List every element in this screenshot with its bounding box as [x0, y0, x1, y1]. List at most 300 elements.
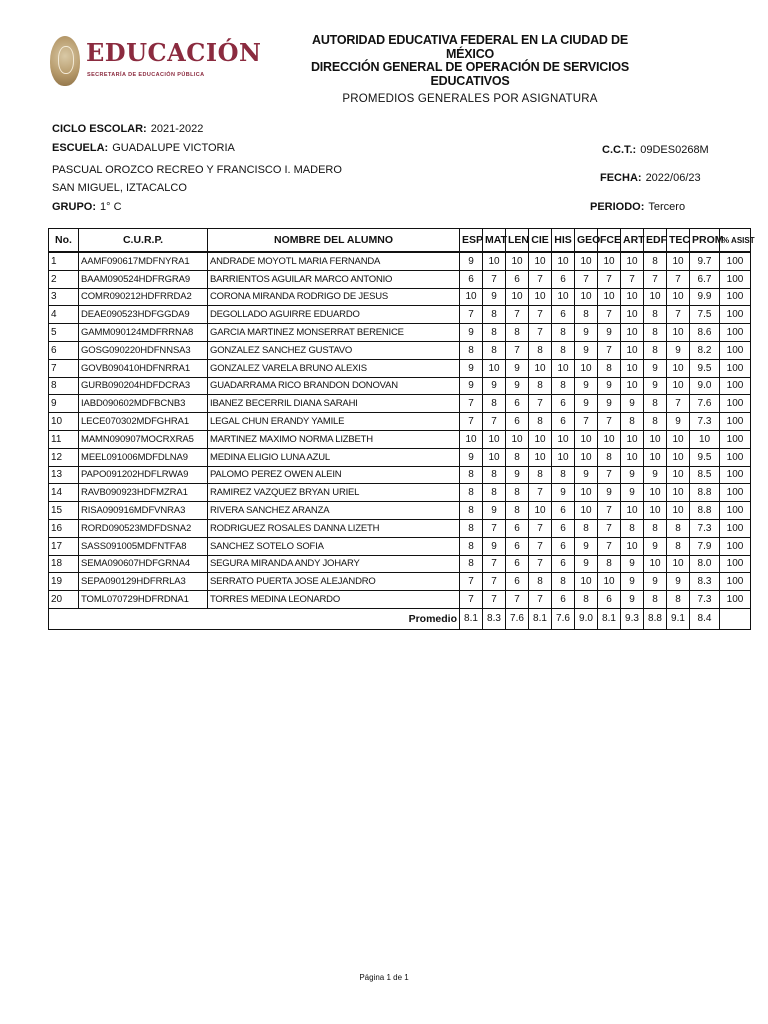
grade-cell: 8 [460, 341, 483, 359]
curp-cell: BAAM090524HDFRGRA9 [79, 270, 208, 288]
grade-cell: 10 [667, 466, 690, 484]
grade-cell: 6 [506, 395, 529, 413]
row-number: 18 [49, 555, 79, 573]
header-line-2: DIRECCIÓN GENERAL DE OPERACIÓN DE SERVICIOS EDUCATIVOS [310, 60, 630, 88]
ciclo-escolar [52, 122, 203, 136]
grade-cell: 9 [575, 537, 598, 555]
row-number: 6 [49, 341, 79, 359]
grade-cell: 9 [506, 359, 529, 377]
grade-cell: 8 [529, 573, 552, 591]
column-header: C.U.R.P. [79, 229, 208, 253]
grade-cell: 8 [529, 413, 552, 431]
cct-value: 09DES0268M [640, 144, 709, 156]
average-row [49, 608, 751, 629]
grade-cell: 8 [460, 537, 483, 555]
ciclo-label: CICLO ESCOLAR: [52, 123, 147, 135]
grade-cell: 100 [720, 288, 751, 306]
row-number: 11 [49, 430, 79, 448]
row-number: 8 [49, 377, 79, 395]
grade-cell: 10 [552, 288, 575, 306]
grade-cell: 9 [667, 341, 690, 359]
column-header: ESP [460, 229, 483, 253]
grade-cell: 10 [621, 252, 644, 270]
grade-cell: 10 [460, 288, 483, 306]
average-cell: 8.8 [644, 608, 667, 629]
table-row [49, 252, 751, 270]
grade-cell: 10 [529, 252, 552, 270]
grade-cell: 9.9 [690, 288, 720, 306]
average-cell: 8.1 [460, 608, 483, 629]
table-row [49, 395, 751, 413]
grade-cell: 9.5 [690, 448, 720, 466]
grade-cell: 7 [598, 306, 621, 324]
grade-cell: 10 [667, 502, 690, 520]
average-cell: 8.1 [598, 608, 621, 629]
table-row [49, 537, 751, 555]
grade-cell: 10 [621, 288, 644, 306]
curp-cell: DEAE090523HDFGGDA9 [79, 306, 208, 324]
curp-cell: SEMA090607HDFGRNA4 [79, 555, 208, 573]
grade-cell: 10 [552, 359, 575, 377]
grade-cell: 8 [667, 519, 690, 537]
grade-cell: 9 [621, 466, 644, 484]
grade-cell: 10 [552, 448, 575, 466]
grade-cell: 8 [644, 306, 667, 324]
curp-cell: RAVB090923HDFMZRA1 [79, 484, 208, 502]
row-number: 7 [49, 359, 79, 377]
curp-cell: SEPA090129HDFRRLA3 [79, 573, 208, 591]
grade-cell: 100 [720, 430, 751, 448]
grade-cell: 8 [506, 502, 529, 520]
grade-cell: 8 [667, 591, 690, 609]
grade-cell: 100 [720, 484, 751, 502]
grade-cell: 6 [460, 270, 483, 288]
curp-cell: MEEL091006MDFDLNA9 [79, 448, 208, 466]
student-name-cell: SERRATO PUERTA JOSE ALEJANDRO [208, 573, 460, 591]
grade-cell: 10 [483, 448, 506, 466]
student-name-cell: GUADARRAMA RICO BRANDON DONOVAN [208, 377, 460, 395]
grade-cell: 8 [598, 448, 621, 466]
grade-cell: 7 [644, 270, 667, 288]
row-number: 17 [49, 537, 79, 555]
grade-cell: 7 [529, 324, 552, 342]
grade-cell: 6 [552, 306, 575, 324]
logo-subtext: SECRETARÍA DE EDUCACIÓN PÚBLICA [87, 72, 205, 78]
periodo [590, 200, 685, 214]
sep-logo [50, 34, 262, 90]
grade-cell: 8 [483, 484, 506, 502]
column-header: TEC [667, 229, 690, 253]
table-row [49, 555, 751, 573]
column-header: CIE [529, 229, 552, 253]
grade-cell: 7 [460, 395, 483, 413]
grade-cell: 8 [483, 324, 506, 342]
grade-cell: 9 [621, 573, 644, 591]
grade-cell: 6 [506, 519, 529, 537]
grade-cell: 8 [621, 413, 644, 431]
column-header: HIS [552, 229, 575, 253]
grade-cell: 7 [598, 341, 621, 359]
grade-cell: 8.3 [690, 573, 720, 591]
grade-cell: 6 [506, 555, 529, 573]
grade-cell: 9 [598, 377, 621, 395]
grade-cell: 10 [621, 448, 644, 466]
grade-cell: 9 [621, 395, 644, 413]
grade-cell: 7 [460, 573, 483, 591]
grade-cell: 10 [529, 359, 552, 377]
grade-cell: 100 [720, 555, 751, 573]
grade-cell: 9 [460, 359, 483, 377]
grade-cell: 10 [575, 484, 598, 502]
coat-of-arms-icon [50, 36, 80, 86]
average-cell: 8.3 [483, 608, 506, 629]
grade-cell: 10 [529, 430, 552, 448]
student-name-cell: BARRIENTOS AGUILAR MARCO ANTONIO [208, 270, 460, 288]
average-cell: 8.4 [690, 608, 720, 629]
grade-cell: 10 [598, 288, 621, 306]
curp-cell: RISA090916MDFVNRA3 [79, 502, 208, 520]
grade-cell: 8 [575, 519, 598, 537]
student-name-cell: CORONA MIRANDA RODRIGO DE JESUS [208, 288, 460, 306]
grade-cell: 9 [483, 502, 506, 520]
grupo [52, 200, 122, 214]
student-name-cell: MEDINA ELIGIO LUNA AZUL [208, 448, 460, 466]
grade-cell: 8.6 [690, 324, 720, 342]
grade-cell: 9 [575, 466, 598, 484]
grade-cell: 8 [598, 359, 621, 377]
grade-cell: 9 [621, 484, 644, 502]
grade-cell: 9 [575, 324, 598, 342]
curp-cell: SASS091005MDFNTFA8 [79, 537, 208, 555]
row-number: 16 [49, 519, 79, 537]
escuela-value: GUADALUPE VICTORIA [112, 142, 235, 154]
grade-cell: 7.5 [690, 306, 720, 324]
student-name-cell: GONZALEZ VARELA BRUNO ALEXIS [208, 359, 460, 377]
grade-cell: 10 [621, 377, 644, 395]
grade-cell: 8 [460, 466, 483, 484]
row-number: 3 [49, 288, 79, 306]
grade-cell: 9 [644, 466, 667, 484]
grade-cell: 10 [575, 430, 598, 448]
student-name-cell: PALOMO PEREZ OWEN ALEIN [208, 466, 460, 484]
curp-cell: GOVB090410HDFNRRA1 [79, 359, 208, 377]
grade-cell: 9 [483, 377, 506, 395]
student-name-cell: RODRIGUEZ ROSALES DANNA LIZETH [208, 519, 460, 537]
grade-cell: 10 [506, 288, 529, 306]
grade-cell: 10 [552, 430, 575, 448]
grade-cell: 9 [667, 413, 690, 431]
grade-cell: 8.2 [690, 341, 720, 359]
grade-cell: 8 [575, 306, 598, 324]
grade-cell: 7 [667, 395, 690, 413]
grade-cell: 10 [644, 448, 667, 466]
grade-cell: 10 [690, 430, 720, 448]
grade-cell: 10 [575, 252, 598, 270]
grade-cell: 100 [720, 448, 751, 466]
average-cell: 9.1 [667, 608, 690, 629]
grade-cell: 100 [720, 270, 751, 288]
grade-cell: 8 [483, 395, 506, 413]
grade-cell: 9 [575, 555, 598, 573]
row-number: 13 [49, 466, 79, 484]
grade-cell: 100 [720, 573, 751, 591]
row-number: 20 [49, 591, 79, 609]
row-number: 4 [49, 306, 79, 324]
grade-cell: 8 [644, 341, 667, 359]
student-name-cell: GONZALEZ SANCHEZ GUSTAVO [208, 341, 460, 359]
cct [602, 143, 709, 157]
average-cell [720, 608, 751, 629]
grade-cell: 8.5 [690, 466, 720, 484]
grade-cell: 10 [621, 537, 644, 555]
fecha-value: 2022/06/23 [645, 172, 701, 184]
grade-cell: 100 [720, 502, 751, 520]
average-label: Promedio [49, 608, 460, 629]
row-number: 14 [49, 484, 79, 502]
grade-cell: 9 [460, 324, 483, 342]
grade-cell: 6 [506, 573, 529, 591]
grade-cell: 7 [506, 591, 529, 609]
grade-cell: 6 [552, 555, 575, 573]
curp-cell: IABD090602MDFBCNB3 [79, 395, 208, 413]
escuela [52, 141, 235, 155]
grade-cell: 100 [720, 359, 751, 377]
grade-cell: 6 [552, 502, 575, 520]
column-header: ART [621, 229, 644, 253]
grade-cell: 10 [621, 306, 644, 324]
curp-cell: GURB090204HDFDCRA3 [79, 377, 208, 395]
average-cell: 7.6 [506, 608, 529, 629]
grade-cell: 10 [598, 430, 621, 448]
grade-cell: 8 [598, 555, 621, 573]
grade-cell: 10 [621, 359, 644, 377]
grade-cell: 8 [644, 252, 667, 270]
table-row [49, 270, 751, 288]
grade-cell: 7.6 [690, 395, 720, 413]
row-number: 9 [49, 395, 79, 413]
curp-cell: COMR090212HDFRRDA2 [79, 288, 208, 306]
grade-cell: 8 [460, 484, 483, 502]
row-number: 2 [49, 270, 79, 288]
grade-cell: 7 [506, 341, 529, 359]
grade-cell: 8 [552, 573, 575, 591]
grade-cell: 9 [506, 466, 529, 484]
grade-cell: 10 [667, 252, 690, 270]
grade-cell: 8 [552, 377, 575, 395]
grade-cell: 10 [621, 324, 644, 342]
grade-cell: 10 [529, 448, 552, 466]
grade-cell: 7 [483, 270, 506, 288]
grade-cell: 10 [483, 252, 506, 270]
column-header: % ASIST [720, 229, 751, 253]
row-number: 15 [49, 502, 79, 520]
table-row [49, 448, 751, 466]
grade-cell: 10 [667, 430, 690, 448]
grade-cell: 10 [483, 430, 506, 448]
grade-cell: 7 [483, 555, 506, 573]
grade-cell: 7 [483, 413, 506, 431]
row-number: 10 [49, 413, 79, 431]
grade-cell: 10 [644, 555, 667, 573]
grade-cell: 7.3 [690, 519, 720, 537]
student-name-cell: RIVERA SANCHEZ ARANZA [208, 502, 460, 520]
grade-cell: 10 [575, 502, 598, 520]
table-row [49, 519, 751, 537]
grupo-label: GRUPO: [52, 201, 96, 213]
grade-cell: 8 [667, 537, 690, 555]
grade-cell: 7 [529, 306, 552, 324]
grade-cell: 8 [644, 395, 667, 413]
grade-cell: 6 [552, 519, 575, 537]
grupo-value: 1° C [100, 201, 122, 213]
grade-cell: 10 [667, 377, 690, 395]
grade-cell: 7 [621, 270, 644, 288]
row-number: 19 [49, 573, 79, 591]
grade-cell: 7 [529, 395, 552, 413]
periodo-value: Tercero [648, 201, 686, 213]
student-name-cell: SANCHEZ SOTELO SOFIA [208, 537, 460, 555]
column-header: MAT [483, 229, 506, 253]
grade-cell: 10 [506, 252, 529, 270]
grade-cell: 10 [644, 430, 667, 448]
grade-cell: 9 [621, 591, 644, 609]
address-line-2: SAN MIGUEL, IZTACALCO [52, 182, 187, 194]
grade-cell: 6 [506, 537, 529, 555]
grade-cell: 9 [598, 324, 621, 342]
grade-cell: 9 [483, 537, 506, 555]
grade-cell: 7 [460, 306, 483, 324]
table-row [49, 288, 751, 306]
grade-cell: 10 [552, 252, 575, 270]
grade-cell: 9 [460, 448, 483, 466]
grade-cell: 7 [483, 573, 506, 591]
grade-cell: 6 [598, 591, 621, 609]
grade-cell: 8 [529, 341, 552, 359]
grade-cell: 9 [667, 573, 690, 591]
grade-cell: 10 [667, 484, 690, 502]
grade-cell: 9 [552, 484, 575, 502]
grade-cell: 9 [506, 377, 529, 395]
grade-cell: 8 [483, 466, 506, 484]
grade-cell: 8 [644, 413, 667, 431]
grade-cell: 8.8 [690, 502, 720, 520]
grade-cell: 7 [483, 519, 506, 537]
grade-cell: 6 [506, 270, 529, 288]
grade-cell: 10 [644, 484, 667, 502]
curp-cell: LECE070302MDFGHRA1 [79, 413, 208, 431]
grades-table [48, 228, 755, 630]
row-number: 12 [49, 448, 79, 466]
column-header: NOMBRE DEL ALUMNO [208, 229, 460, 253]
grade-cell: 7 [460, 413, 483, 431]
grade-cell: 8 [644, 591, 667, 609]
grade-cell: 8 [483, 306, 506, 324]
grade-cell: 100 [720, 537, 751, 555]
periodo-label: PERIODO: [590, 201, 645, 213]
table-row [49, 430, 751, 448]
grade-cell: 8.0 [690, 555, 720, 573]
grade-cell: 8 [552, 324, 575, 342]
grade-cell: 9 [575, 377, 598, 395]
grade-cell: 8 [575, 591, 598, 609]
grade-cell: 10 [529, 288, 552, 306]
grade-cell: 7 [506, 306, 529, 324]
column-header: FCE [598, 229, 621, 253]
student-name-cell: RAMIREZ VAZQUEZ BRYAN URIEL [208, 484, 460, 502]
table-row [49, 466, 751, 484]
row-number: 5 [49, 324, 79, 342]
grade-cell: 8 [552, 466, 575, 484]
student-name-cell: TORRES MEDINA LEONARDO [208, 591, 460, 609]
grade-cell: 10 [598, 573, 621, 591]
grade-cell: 8.8 [690, 484, 720, 502]
grade-cell: 7 [598, 413, 621, 431]
grade-cell: 100 [720, 306, 751, 324]
grade-cell: 100 [720, 519, 751, 537]
grade-cell: 7.9 [690, 537, 720, 555]
table-row [49, 341, 751, 359]
grade-cell: 7 [529, 519, 552, 537]
table-row [49, 502, 751, 520]
curp-cell: GOSG090220HDFNNSA3 [79, 341, 208, 359]
cct-label: C.C.T.: [602, 144, 637, 156]
grade-cell: 10 [575, 288, 598, 306]
grade-cell: 7 [529, 591, 552, 609]
grade-cell: 9.5 [690, 359, 720, 377]
table-row [49, 324, 751, 342]
grade-cell: 100 [720, 395, 751, 413]
grade-cell: 8 [483, 341, 506, 359]
grade-cell: 100 [720, 591, 751, 609]
grade-cell: 8 [529, 466, 552, 484]
grade-cell: 100 [720, 466, 751, 484]
grade-cell: 100 [720, 341, 751, 359]
curp-cell: PAPO091202HDFLRWA9 [79, 466, 208, 484]
grade-cell: 9.7 [690, 252, 720, 270]
grade-cell: 100 [720, 377, 751, 395]
table-row [49, 359, 751, 377]
grade-cell: 9.0 [690, 377, 720, 395]
grade-cell: 8 [506, 324, 529, 342]
grade-cell: 8 [644, 324, 667, 342]
row-number: 1 [49, 252, 79, 270]
grade-cell: 7 [575, 270, 598, 288]
grade-cell: 10 [483, 359, 506, 377]
student-name-cell: SEGURA MIRANDA ANDY JOHARY [208, 555, 460, 573]
curp-cell: MAMN090907MOCRXRA5 [79, 430, 208, 448]
curp-cell: TOML070729HDFRDNA1 [79, 591, 208, 609]
grade-cell: 10 [506, 430, 529, 448]
grade-cell: 8 [552, 341, 575, 359]
grade-cell: 10 [575, 359, 598, 377]
grade-cell: 8 [460, 519, 483, 537]
student-name-cell: ANDRADE MOYOTL MARIA FERNANDA [208, 252, 460, 270]
grade-cell: 9 [460, 377, 483, 395]
grade-cell: 8 [460, 502, 483, 520]
grade-cell: 7.3 [690, 413, 720, 431]
grade-cell: 7 [460, 591, 483, 609]
table-row [49, 484, 751, 502]
grade-cell: 6 [552, 395, 575, 413]
grade-cell: 7 [529, 555, 552, 573]
grade-cell: 9 [460, 252, 483, 270]
grade-cell: 6.7 [690, 270, 720, 288]
student-name-cell: MARTINEZ MAXIMO NORMA LIZBETH [208, 430, 460, 448]
average-cell: 8.1 [529, 608, 552, 629]
table-row [49, 591, 751, 609]
grade-cell: 10 [644, 288, 667, 306]
student-name-cell: LEGAL CHUN ERANDY YAMILE [208, 413, 460, 431]
